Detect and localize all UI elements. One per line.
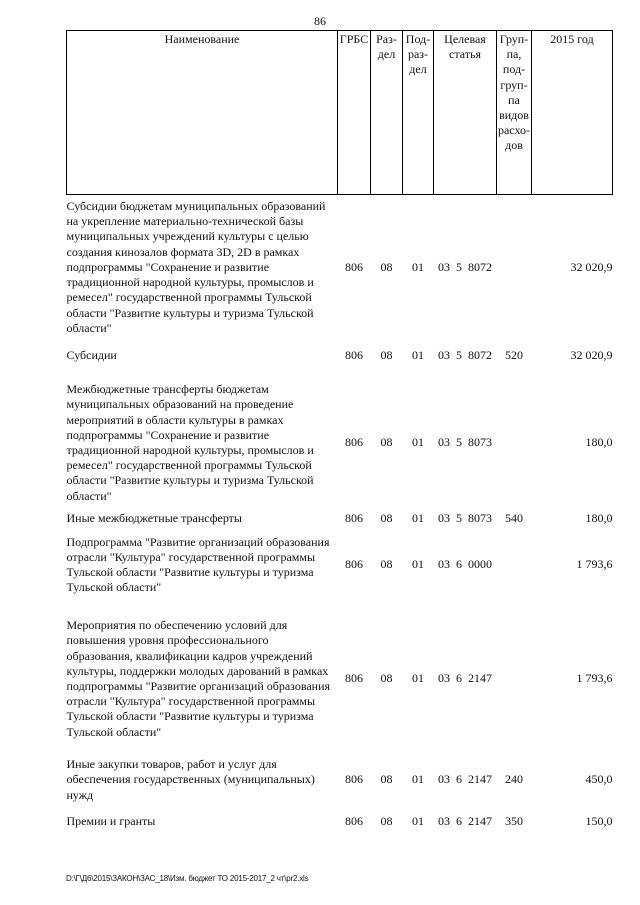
row-name: Межбюджетные трансферты бюджетам муниципальных образований на проведение мероприятий в области культуры в рамках подпрограммы "Сохранение и развитие традиционной народной культуры, промыслов и ремесел" государственной программы Тульской области "Развитие культуры и туризма Тульской области": [66, 382, 314, 503]
budget-table: [66, 30, 613, 830]
row-grbs: 806: [345, 671, 363, 686]
row-name: Мероприятия по обеспечению условий для повышения уровня профессионального образования, квалификации кадров учреждений культуры, поддержки молодых дарований в рамках подпрограммы "Развитие организаций образования отрасли "Культура" государственной программы Тульской области "Развитие культуры и туризма Тульской области": [66, 618, 331, 739]
table-row: [67, 199, 613, 336]
row-subsection: 01: [412, 813, 424, 828]
row-section: 08: [380, 348, 393, 363]
row-subsection: 01: [412, 557, 424, 572]
table-row: [67, 527, 613, 603]
header-year: 2015 год: [532, 31, 613, 195]
row-group: 540: [505, 510, 523, 525]
row-section: 08: [380, 259, 393, 274]
file-path-footer: D:\Г\Д6\2015\ЗАКОН\ЗАС_18\Изм. бюджет ТО 2015-2017_2 чт\pr2.xls: [66, 874, 309, 883]
header-group: Груп- па, под- груп- па видов расхо- дов: [497, 31, 532, 195]
header-section: Раз- дел: [371, 31, 403, 195]
row-amount: 150,0: [585, 813, 613, 828]
row-amount: 1 793,6: [576, 557, 613, 572]
row-target: 03 5 8072: [438, 259, 492, 274]
row-grbs: 806: [345, 510, 363, 525]
row-name: Субсидии бюджетам муниципальных образований на укрепление материально-технической базы муниципальных учреждений культуры с целью создания кинозалов формата 3D, 2D в рамках подпрограммы "Сохранение и развитие традиционной народной культуры, промыслов и ремесел" государственной программы Тульской области "Развитие культуры и туризма Тульской области": [66, 199, 326, 335]
row-name: Иные межбюджетные трансферты: [66, 510, 242, 525]
row-section: 08: [380, 671, 393, 686]
row-subsection: 01: [412, 671, 424, 686]
row-amount: 180,0: [585, 510, 613, 525]
row-subsection: 01: [412, 435, 424, 450]
table-row: [67, 376, 613, 510]
header-name: Наименование: [67, 31, 338, 195]
row-name: Подпрограмма "Развитие организаций образования отрасли "Культура" государственной программы Тульской области "Развитие культуры и туризма Тульской области": [66, 534, 330, 595]
row-amount: 450,0: [585, 772, 613, 787]
row-target: 03 6 2147: [438, 671, 492, 686]
row-target: 03 6 0000: [438, 557, 492, 572]
row-target: 03 5 8073: [438, 510, 492, 525]
row-amount: 1 793,6: [576, 671, 613, 686]
header-grbs: ГРБС: [338, 31, 371, 195]
header-row: [67, 31, 613, 195]
table-row: [67, 344, 613, 368]
row-section: 08: [380, 557, 393, 572]
row-section: 08: [380, 510, 393, 525]
row-grbs: 806: [345, 259, 363, 274]
table-row: [67, 510, 613, 527]
row-grbs: 806: [345, 348, 363, 363]
row-grbs: 806: [345, 435, 363, 450]
row-target: 03 6 2147: [438, 772, 492, 787]
row-grbs: 806: [345, 557, 363, 572]
row-group: 520: [505, 348, 523, 363]
row-target: 03 6 2147: [438, 813, 492, 828]
page-number: 86: [314, 14, 326, 28]
row-amount: 32 020,9: [570, 259, 613, 274]
table-row: [67, 813, 613, 830]
row-name: Иные закупки товаров, работ и услуг для обеспечения государственных (муниципальных) нужд: [66, 757, 315, 802]
row-group: [497, 199, 532, 336]
row-subsection: 01: [412, 510, 424, 525]
table-row: [67, 603, 613, 755]
row-grbs: 806: [345, 772, 363, 787]
row-group: [497, 603, 532, 755]
row-name: Премии и гранты: [66, 813, 156, 828]
header-target: Целевая статья: [434, 31, 497, 195]
row-subsection: 01: [412, 348, 424, 363]
row-group: [497, 527, 532, 603]
row-section: 08: [380, 772, 393, 787]
row-amount: 32 020,9: [570, 348, 613, 363]
row-subsection: 01: [412, 259, 424, 274]
table-row: [67, 755, 613, 805]
row-section: 08: [380, 435, 393, 450]
row-section: 08: [380, 813, 393, 828]
row-name: Субсидии: [66, 348, 117, 363]
row-subsection: 01: [412, 772, 424, 787]
row-group: 240: [505, 772, 523, 787]
header-subsection: Под- раз- дел: [403, 31, 434, 195]
row-target: 03 5 8072: [438, 348, 492, 363]
row-group: 350: [505, 813, 523, 828]
row-group: [497, 376, 532, 510]
row-grbs: 806: [345, 813, 363, 828]
row-target: 03 5 8073: [438, 435, 492, 450]
row-amount: 180,0: [585, 435, 613, 450]
